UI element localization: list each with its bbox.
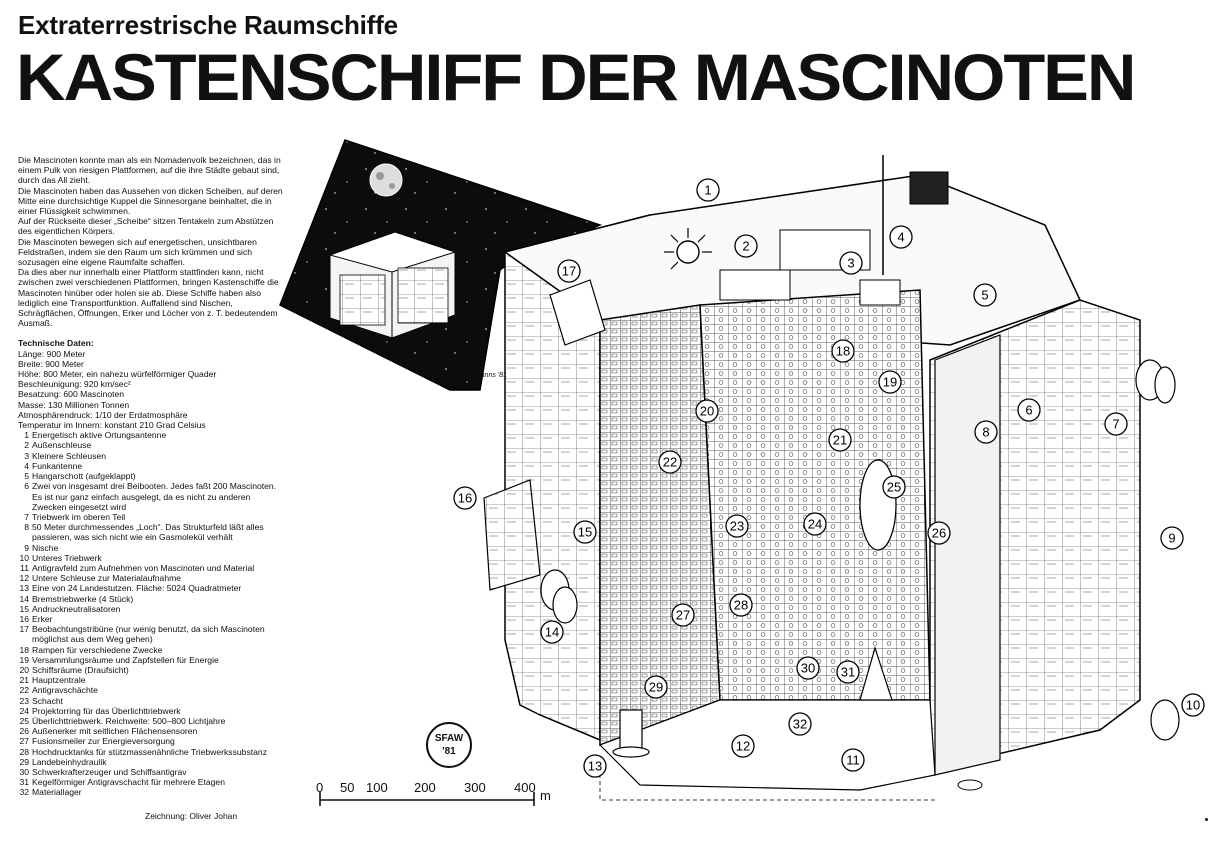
callout-marker xyxy=(829,429,851,451)
legend-number: 15 xyxy=(19,603,29,614)
spec-line: Breite: 900 Meter xyxy=(18,358,84,369)
legend-text: Hochdrucktanks für stützmassenähnliche Triebwerkssubstanz xyxy=(32,746,268,757)
legend-number: 27 xyxy=(19,736,29,747)
ship-body xyxy=(484,155,1179,800)
scale-tick-label: 0 xyxy=(316,780,324,795)
legend-number: 2 xyxy=(24,440,29,451)
artist-signature: O.Johanns '81 xyxy=(462,372,507,379)
spec-line: Besatzung: 600 Mascinoten xyxy=(18,389,125,400)
legend-number: 19 xyxy=(19,654,29,665)
callout-number: 7 xyxy=(1112,416,1120,432)
legend-text: Versammlungsräume und Zapfstellen für Energie xyxy=(32,654,219,665)
legend-number: 31 xyxy=(19,777,29,788)
legend-text: Antigravfeld zum Aufnehmen von Mascinoten und Material xyxy=(32,562,255,573)
callout-number: 31 xyxy=(840,664,856,680)
legend-number: 1 xyxy=(24,430,29,441)
legend-number: 11 xyxy=(20,562,29,573)
spec-line: Höhe: 800 Meter, ein nahezu würfelförmiger Quader xyxy=(18,369,217,380)
callout-number: 19 xyxy=(882,374,898,390)
legend-number: 21 xyxy=(19,675,29,686)
callout-number: 22 xyxy=(662,454,678,470)
legend-text: Überlichttriebwerk. Reichweite: 500–800 Lichtjahre xyxy=(32,715,226,726)
callout-number: 9 xyxy=(1168,530,1176,546)
legend-number: 9 xyxy=(24,542,29,553)
legend-number: 18 xyxy=(19,644,29,655)
sfaw-stamp: SFAW '81 xyxy=(426,722,472,768)
legend-number: 4 xyxy=(24,460,29,471)
spec-line: Beschleunigung: 920 km/sec² xyxy=(18,379,131,390)
callout-number: 18 xyxy=(835,343,851,359)
legend-number: 7 xyxy=(24,511,29,522)
callout-marker xyxy=(730,594,752,616)
callout-number: 12 xyxy=(735,738,751,754)
callout-marker xyxy=(584,755,606,777)
callout-number: 4 xyxy=(897,229,905,245)
callout-marker xyxy=(804,513,826,535)
legend-number: 29 xyxy=(19,756,29,767)
callout-number: 3 xyxy=(847,255,855,271)
intro-paragraph: Die Mascinoten haben das Aussehen von dicken Scheiben, auf deren Mitte eine durchsichtige Kuppel die Sinnesorgane beinhaltet, die in einer Flüssigkeit schwimmen. xyxy=(18,185,283,217)
callout-marker xyxy=(890,226,912,248)
callout-number: 2 xyxy=(742,238,750,254)
specs-heading: Technische Daten: xyxy=(18,338,94,349)
callout-marker xyxy=(558,260,580,282)
intro-paragraph: Die Mascinoten konnte man als ein Nomadenvolk bezeichnen, das in einem Pulk von riesigen Plattformen, auf die ihre Städte gebaut sind, durch das All zieht. xyxy=(18,155,281,186)
legend-number: 22 xyxy=(19,685,29,696)
scale-tick-label: 50 xyxy=(340,780,355,795)
legend-text: Energetisch aktive Ortungsantenne xyxy=(32,430,167,441)
callout-number: 24 xyxy=(807,516,823,532)
callout-number: 1 xyxy=(704,182,712,198)
callout-number: 30 xyxy=(800,660,816,676)
legend-number: 20 xyxy=(19,664,29,675)
legend-text: Zwei von insgesamt drei Beibooten. Jedes faßt 200 Mascinoten. Es ist nur ganz einfach ausgelegt, da es nicht zu anderen Zwecken eingesetzt wird xyxy=(32,481,277,512)
legend-text: Rampen für verschiedene Zwecke xyxy=(32,644,163,655)
callout-marker xyxy=(732,735,754,757)
illustration-credit: Zeichnung: Oliver Johan xyxy=(145,811,238,821)
spec-line: Atmosphärendruck: 1/10 der Erdatmosphäre xyxy=(18,409,188,420)
callout-marker xyxy=(645,676,667,698)
callout-number: 6 xyxy=(1025,402,1033,418)
legend-text: Antigravschächte xyxy=(32,685,98,696)
callout-number: 11 xyxy=(846,752,860,768)
callout-number: 10 xyxy=(1185,697,1201,713)
legend-number: 10 xyxy=(19,552,29,563)
callout-marker xyxy=(928,522,950,544)
intro-paragraph: Die Mascinoten bewegen sich auf energetischen, unsichtbaren Feldstraßen, indem sie den Raum um sich krümmen und sich sozusagen eine eigene Raumfalte schaffen. xyxy=(18,236,257,268)
page-title: KASTENSCHIFF DER MASCINOTEN xyxy=(16,40,1135,114)
legend-text: Beobachtungstribüne (nur wenig benutzt, da sich Mascinoten möglichst aus dem Weg gehen) xyxy=(32,624,265,645)
callout-marker xyxy=(883,476,905,498)
legend-number: 13 xyxy=(19,583,29,594)
legend-number: 8 xyxy=(24,522,29,533)
callout-marker xyxy=(1018,399,1040,421)
callout-number: 8 xyxy=(982,424,990,440)
legend-text: Landebeinhydraulik xyxy=(32,756,107,767)
callout-marker xyxy=(697,179,719,201)
legend-text: Erker xyxy=(32,613,53,624)
intro-paragraph: Da dies aber nur innerhalb einer Plattform stattfinden kann, nicht zwischen zwei verschiedenen Plattformen, bringen Kastenschiffe die Mascinoten hinüber oder holen sie ab. Diese Schiffe haben also lediglich eine Transportfunktion. Auffallend sind Nischen, Schrägflächen, Öffnungen, Erker und Löcher von z. T. bedeutendem Ausmaß. xyxy=(18,267,279,329)
legend-number: 26 xyxy=(19,726,29,737)
callout-marker xyxy=(832,340,854,362)
legend-text: Kleinere Schleusen xyxy=(32,450,107,461)
callout-number: 15 xyxy=(577,524,593,540)
legend-text: Funkantenne xyxy=(32,460,83,471)
spec-line: Masse: 130 Millionen Tonnen xyxy=(18,399,130,410)
scale-bar xyxy=(314,778,564,814)
callout-marker xyxy=(696,400,718,422)
callout-marker xyxy=(842,749,864,771)
legend-text: Materiallager xyxy=(32,787,82,798)
series-kicker: Extraterrestrische Raumschiffe xyxy=(18,10,398,40)
legend-number: 32 xyxy=(19,787,29,798)
callout-number: 16 xyxy=(457,490,473,506)
callout-marker xyxy=(974,284,996,306)
legend-text: Schwerkrafterzeuger und Schiffsantigrav xyxy=(32,766,187,777)
legend-number: 14 xyxy=(19,593,29,604)
callout-number: 25 xyxy=(886,479,902,495)
legend-text: Triebwerk im oberen Teil xyxy=(32,511,126,522)
callout-marker xyxy=(797,657,819,679)
legend-text: Außenschleuse xyxy=(32,440,92,451)
legend-number: 6 xyxy=(24,481,29,492)
callout-number: 23 xyxy=(729,518,745,534)
callout-number: 5 xyxy=(981,287,989,303)
legend-number: 12 xyxy=(19,573,29,584)
legend-number: 3 xyxy=(24,450,29,461)
callout-number: 32 xyxy=(792,716,808,732)
legend-number: 28 xyxy=(19,746,29,757)
legend-text: Außenerker mit seitlichen Flächensensoren xyxy=(32,726,198,737)
callout-marker xyxy=(879,371,901,393)
callout-marker xyxy=(1161,527,1183,549)
callout-number: 14 xyxy=(544,624,560,640)
legend-text: Fusionsmeiler zur Energieversorgung xyxy=(32,736,175,747)
legend-text: Hauptzentrale xyxy=(32,675,86,686)
callout-marker xyxy=(672,604,694,626)
legend-text: Hangarschott (aufgeklappt) xyxy=(32,471,136,482)
legend-number: 17 xyxy=(19,624,29,635)
legend-text: Nische xyxy=(32,542,59,553)
callout-marker xyxy=(726,515,748,537)
legend-number: 24 xyxy=(19,705,29,716)
legend-text: Andruckneutralisatoren xyxy=(32,603,121,614)
legend-number: 16 xyxy=(19,613,29,624)
legend-text: Projektorring für das Überlichttriebwerk xyxy=(32,705,181,716)
legend-text: Bremstriebwerke (4 Stück) xyxy=(32,593,134,604)
callout-marker xyxy=(1182,694,1204,716)
callout-marker xyxy=(541,621,563,643)
callout-marker xyxy=(1105,413,1127,435)
legend-number: 5 xyxy=(24,471,29,482)
legend-number: 30 xyxy=(19,766,29,777)
callout-number: 26 xyxy=(931,525,947,541)
legend-text: Unteres Triebwerk xyxy=(32,552,102,563)
legend-text: 50 Meter durchmessendes „Loch“. Das Strukturfeld läßt alles passieren, was sich nicht wie ein Gasmolekül verhält xyxy=(32,522,264,543)
legend-text: Schiffsräume (Draufsicht) xyxy=(32,664,129,675)
callout-number: 13 xyxy=(587,758,603,774)
callout-marker xyxy=(574,521,596,543)
callout-number: 17 xyxy=(561,263,577,279)
callout-marker xyxy=(735,235,757,257)
legend-text: Untere Schleuse zur Materialaufnahme xyxy=(32,573,182,584)
callout-marker xyxy=(837,661,859,683)
callout-marker xyxy=(840,252,862,274)
spec-line: Länge: 900 Meter xyxy=(18,348,86,359)
legend-number: 23 xyxy=(19,695,29,706)
callout-marker xyxy=(789,713,811,735)
spec-line: Temperatur im Innern: konstant 210 Grad Celsius xyxy=(18,420,206,431)
callout-marker xyxy=(454,487,476,509)
callout-number: 27 xyxy=(675,607,691,623)
legend-number: 25 xyxy=(19,715,29,726)
scale-tick-label: 100 xyxy=(366,780,388,795)
legend-text: Schacht xyxy=(32,695,64,706)
scale-tick-label: 200 xyxy=(414,780,436,795)
print-speck xyxy=(1205,818,1208,821)
legend-text: Eine von 24 Landestutzen. Fläche: 5024 Quadratmeter xyxy=(32,583,242,594)
intro-paragraph: Auf der Rückseite dieser „Scheibe“ sitzen Tentakeln zum Abstützen des eigentlichen Körpers. xyxy=(18,216,274,237)
callout-number: 29 xyxy=(648,679,664,695)
scale-unit: m xyxy=(540,788,551,803)
callout-marker xyxy=(659,451,681,473)
legend-text: Kegelförmiger Antigravschacht für mehrere Etagen xyxy=(32,777,225,788)
callout-number: 21 xyxy=(832,432,848,448)
scale-tick-label: 300 xyxy=(464,780,486,795)
callout-number: 20 xyxy=(699,403,715,419)
callout-number: 28 xyxy=(733,597,749,613)
callout-marker xyxy=(975,421,997,443)
scale-tick-label: 400 xyxy=(514,780,536,795)
